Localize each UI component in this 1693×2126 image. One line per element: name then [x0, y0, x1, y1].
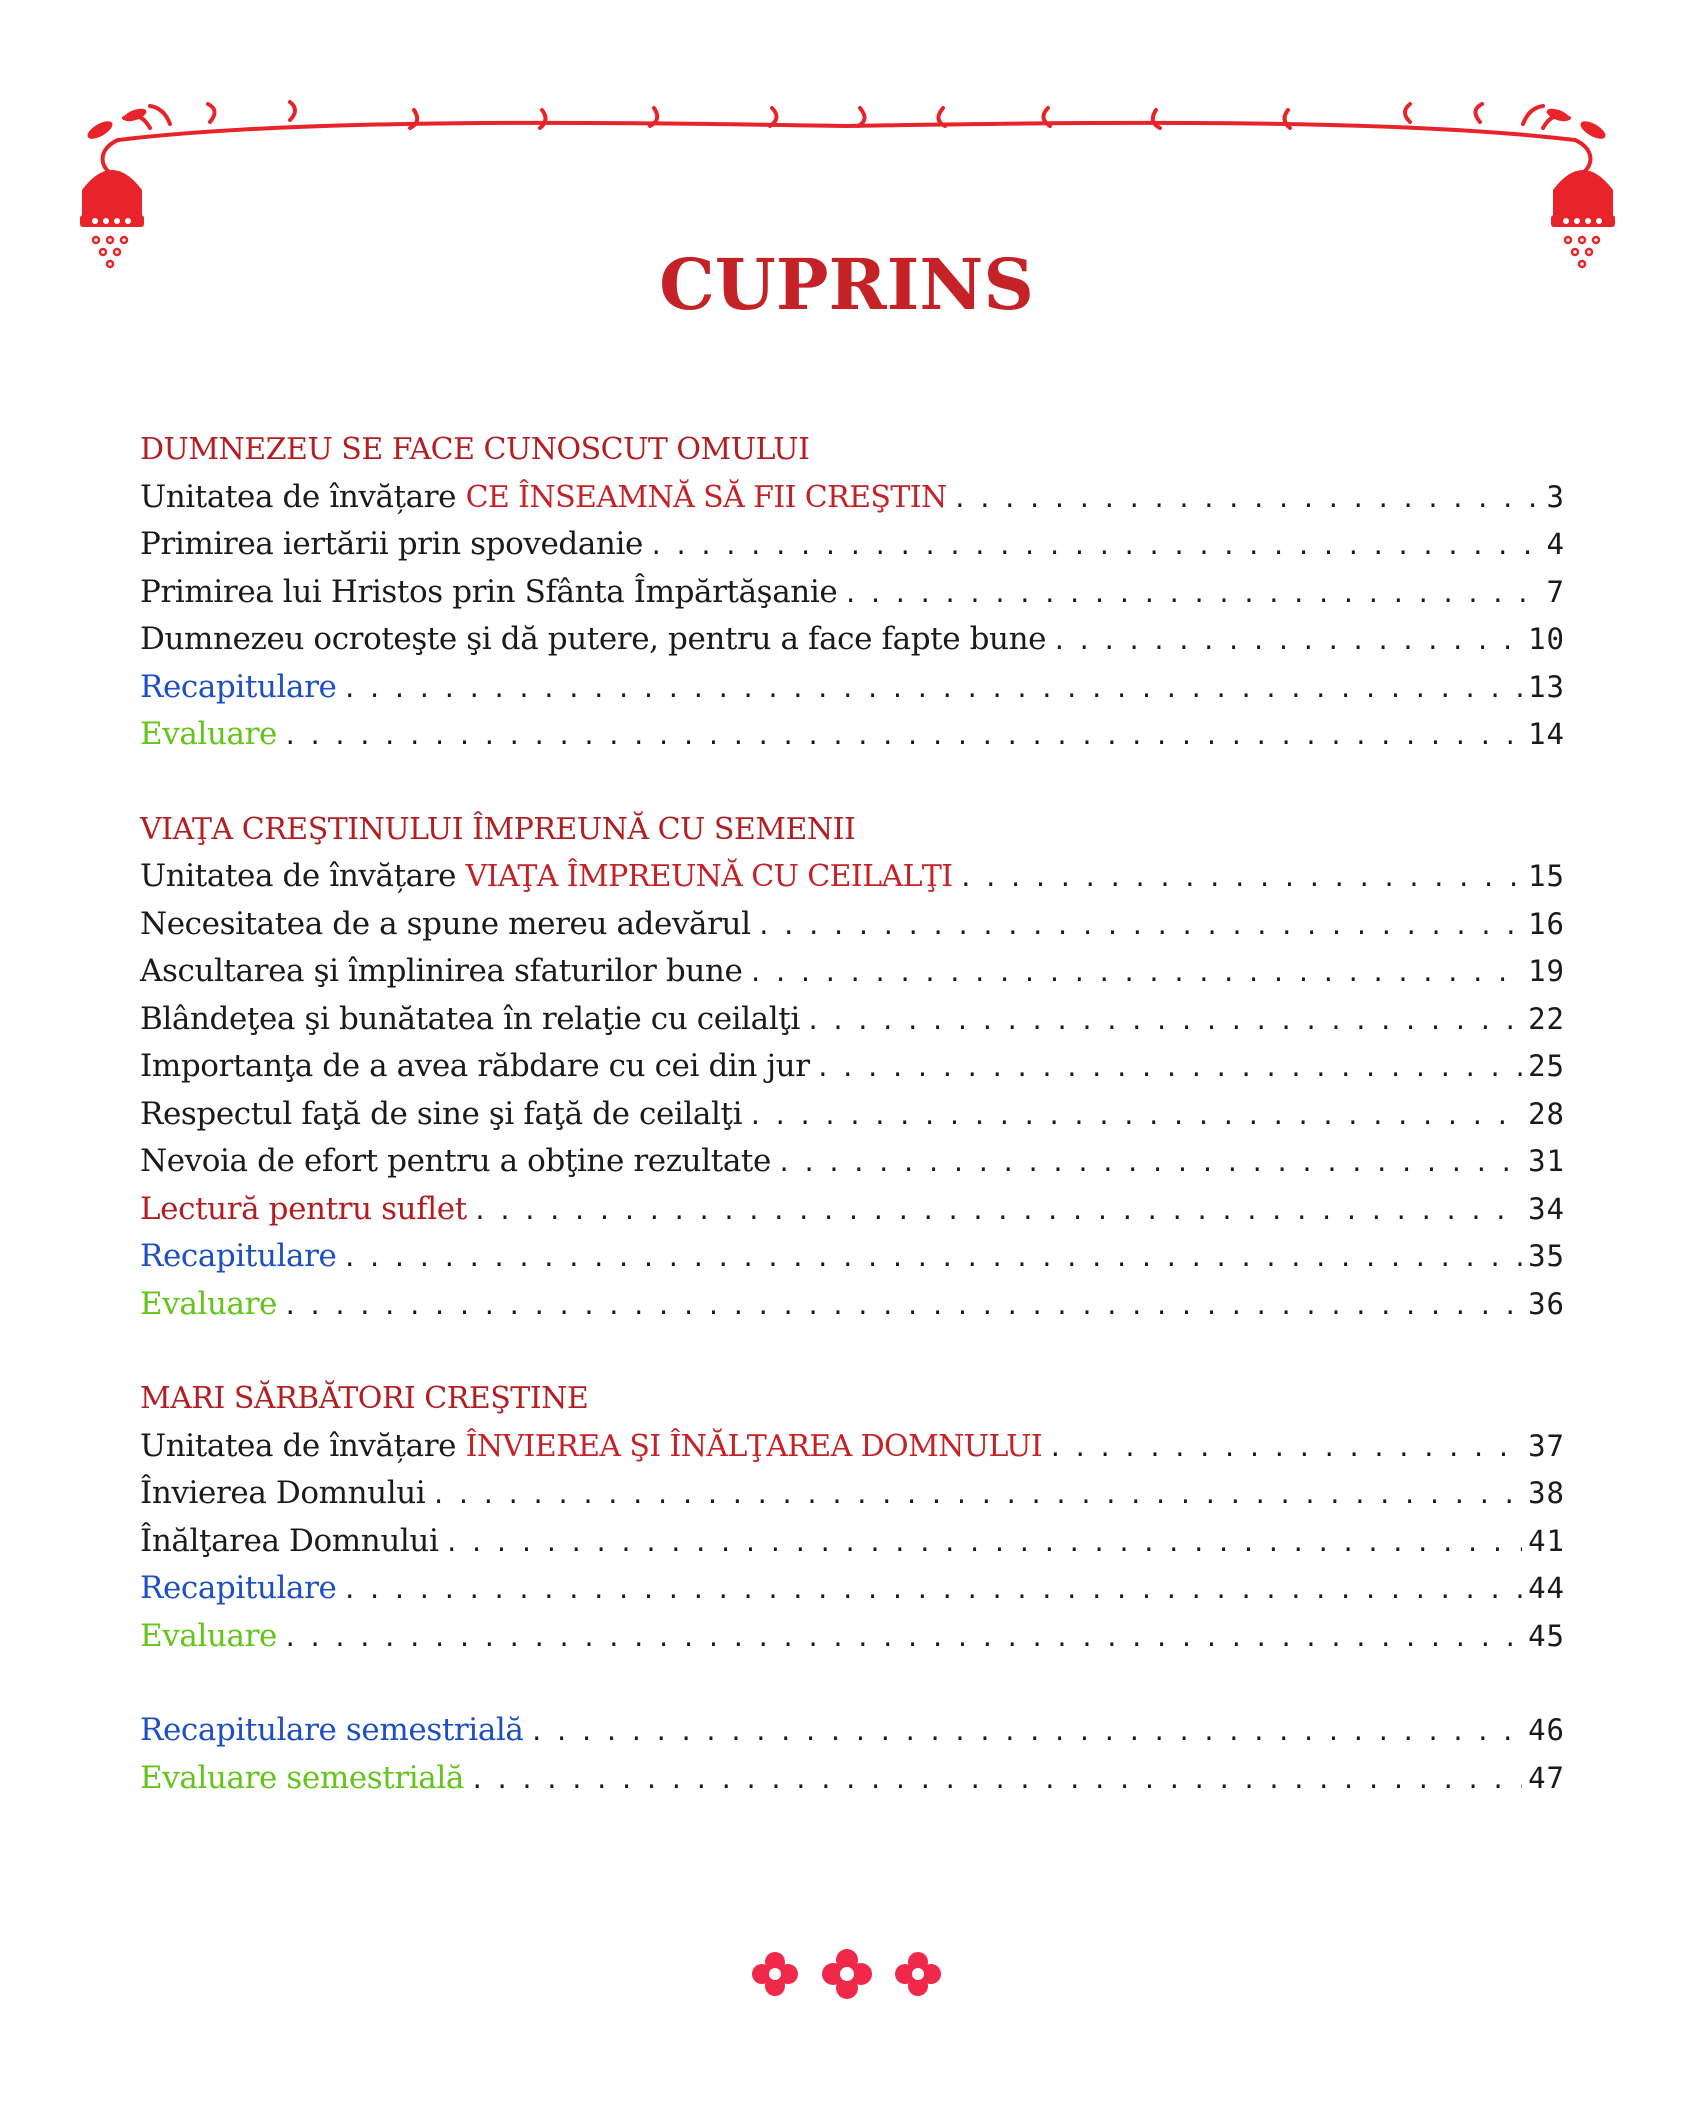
toc-entry[interactable]	[140, 1470, 1565, 1518]
entry-label: Primirea iertării prin spovedanie	[140, 526, 643, 562]
dot-leader	[953, 476, 1541, 524]
dot-leader	[1052, 618, 1522, 666]
toc-section-1	[140, 426, 1565, 759]
entry-label: Nevoia de efort pentru a obţine rezultate	[140, 1143, 771, 1179]
page-number: 36	[1528, 1286, 1565, 1321]
entry-label: Recapitulare	[140, 1570, 337, 1606]
dot-leader	[748, 1093, 1522, 1141]
unit-name: VIAŢA ÎMPREUNĂ CU CEILALŢI	[465, 859, 953, 894]
page-number: 47	[1528, 1760, 1565, 1795]
entry-label: Recapitulare	[140, 668, 337, 705]
toc-entry[interactable]	[140, 616, 1565, 664]
dot-leader	[1048, 1425, 1522, 1473]
toc-entry-reading[interactable]	[140, 1186, 1565, 1234]
section-heading: MARI SĂRBĂTORI CREŞTINE	[140, 1381, 589, 1416]
entry-label: Lectură pentru suflet	[140, 1190, 467, 1227]
entry-label: Evaluare	[140, 1285, 277, 1322]
page-title: CUPRINS	[659, 243, 1034, 326]
dot-leader	[473, 1188, 1522, 1236]
page-number: 16	[1528, 906, 1565, 941]
unit-prefix: Unitatea de învățare	[140, 858, 457, 894]
unit-name: ÎNVIEREA ŞI ÎNĂLŢAREA DOMNULUI	[465, 1428, 1043, 1464]
table-of-contents	[140, 426, 1565, 1849]
dot-leader	[777, 1140, 1522, 1188]
toc-entry-unit[interactable]	[140, 853, 1565, 901]
toc-entry-recap[interactable]	[140, 1233, 1565, 1281]
dot-leader	[959, 855, 1523, 903]
entry-label: Evaluare	[140, 1617, 277, 1654]
entry-label: Respectul faţă de sine şi faţă de ceilalţi	[140, 1095, 743, 1132]
toc-section-3	[140, 1375, 1565, 1660]
toc-entry[interactable]	[140, 901, 1565, 949]
page-number: 46	[1528, 1713, 1565, 1747]
entry-label: Recapitulare semestrială	[140, 1712, 524, 1748]
three-flowers-ornament	[740, 1940, 960, 2010]
page-number: 19	[1528, 954, 1565, 988]
toc-entry[interactable]	[140, 948, 1565, 996]
toc-entry[interactable]	[140, 521, 1565, 569]
dot-leader	[843, 571, 1540, 619]
page-number: 31	[1528, 1144, 1565, 1178]
dot-leader	[283, 1615, 1522, 1663]
page-number: 35	[1528, 1239, 1565, 1273]
entry-label: Ascultarea şi împlinirea sfaturilor bune	[140, 953, 743, 989]
toc-entry[interactable]	[140, 1518, 1565, 1566]
toc-entry[interactable]	[140, 996, 1565, 1044]
page-number: 13	[1528, 669, 1565, 704]
toc-entry-eval[interactable]	[140, 711, 1565, 759]
section-heading: DUMNEZEU SE FACE CUNOSCUT OMULUI	[140, 432, 810, 467]
toc-entry-eval[interactable]	[140, 1281, 1565, 1329]
toc-entry[interactable]	[140, 1138, 1565, 1186]
dot-leader	[649, 523, 1541, 571]
entry-label: Înălţarea Domnului	[140, 1522, 439, 1559]
toc-entry-recap[interactable]	[140, 1707, 1565, 1755]
toc-entry-eval[interactable]	[140, 1755, 1565, 1803]
dot-leader	[283, 1283, 1522, 1331]
unit-name: CE ÎNSEAMNĂ SĂ FII CREŞTIN	[465, 479, 947, 515]
entry-label: Importanţa de a avea răbdare cu cei din jur	[140, 1048, 810, 1084]
toc-section-2	[140, 806, 1565, 1329]
dot-leader	[816, 1045, 1522, 1093]
dot-leader	[342, 666, 1522, 714]
entry-label: Primirea lui Hristos prin Sfânta Împărtăşanie	[140, 573, 838, 610]
dot-leader	[342, 1235, 1522, 1283]
entry-label: Recapitulare	[140, 1238, 337, 1274]
page-number: 38	[1528, 1476, 1565, 1510]
unit-prefix: Unitatea de învățare	[140, 1427, 457, 1464]
entry-label: Necesitatea de a spune mereu adevărul	[140, 905, 751, 942]
page-number: 22	[1528, 1001, 1565, 1036]
dot-leader	[748, 950, 1522, 998]
toc-entry-eval[interactable]	[140, 1613, 1565, 1661]
page-number: 7	[1546, 574, 1565, 609]
section-heading: VIAŢA CREŞTINULUI ÎMPREUNĂ CU SEMENII	[140, 811, 856, 847]
entry-label: Învierea Domnului	[140, 1475, 426, 1511]
unit-prefix: Unitatea de învățare	[140, 478, 457, 515]
toc-entry[interactable]	[140, 1091, 1565, 1139]
entry-label: Evaluare	[140, 716, 277, 752]
page-number: 4	[1546, 527, 1565, 561]
page-number: 41	[1528, 1523, 1565, 1558]
dot-leader	[342, 1567, 1522, 1615]
toc-section-final	[140, 1707, 1565, 1802]
toc-entry-recap[interactable]	[140, 664, 1565, 712]
toc-entry[interactable]	[140, 569, 1565, 617]
dot-leader	[470, 1757, 1522, 1805]
dot-leader	[757, 903, 1522, 951]
dot-leader	[431, 1472, 1522, 1520]
toc-entry-unit[interactable]	[140, 474, 1565, 522]
page-number: 44	[1528, 1571, 1565, 1605]
page-number: 37	[1528, 1428, 1565, 1463]
dot-leader	[806, 998, 1522, 1046]
toc-entry-unit[interactable]	[140, 1423, 1565, 1471]
page-number: 3	[1546, 479, 1565, 514]
page-number: 14	[1528, 717, 1565, 751]
page-number: 25	[1528, 1049, 1565, 1083]
page-number: 34	[1528, 1191, 1565, 1226]
dot-leader	[530, 1709, 1523, 1757]
page-number: 15	[1528, 859, 1565, 893]
page-number: 10	[1528, 622, 1565, 656]
entry-label: Evaluare semestrială	[140, 1759, 464, 1796]
dot-leader	[283, 713, 1522, 761]
entry-label: Dumnezeu ocroteşte şi dă putere, pentru a face fapte bune	[140, 621, 1047, 657]
page-number: 45	[1528, 1618, 1565, 1653]
page-number: 28	[1528, 1096, 1565, 1131]
toc-entry-recap[interactable]	[140, 1565, 1565, 1613]
dot-leader	[445, 1520, 1523, 1568]
entry-label: Blândeţea şi bunătatea în relaţie cu ceilalţi	[140, 1000, 800, 1037]
toc-entry[interactable]	[140, 1043, 1565, 1091]
